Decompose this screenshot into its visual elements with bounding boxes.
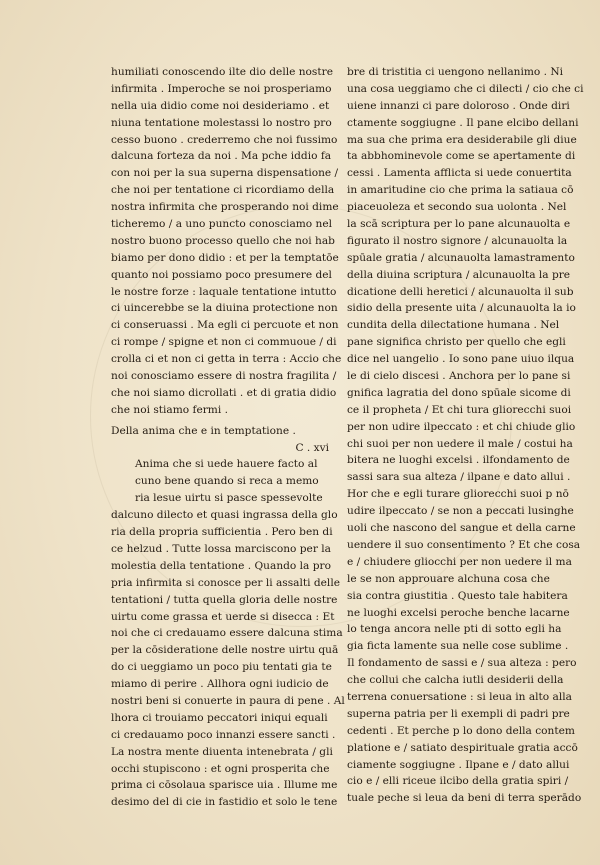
text-line: dalcuna forteza da noi . Ma pche iddio fa <box>111 150 332 163</box>
text-line: ctamente soggiugne . Il pane elcibo dellani <box>347 116 579 129</box>
text-line: chi suoi per non uedere il male / costui ha <box>347 437 573 450</box>
text-line: biamo per dono didio : et per la temptatōe <box>111 251 339 264</box>
text-line: miamo di perire . Allhora ogni iudicio de <box>111 678 329 691</box>
text-line: nella uia didio come noi desideriamo . et <box>111 99 330 112</box>
text-line: nostri beni si conuerte in paura di pene . Al <box>111 694 345 707</box>
text-line: ci credauamo poco innanzi essere sancti . <box>111 728 336 741</box>
text-line: noi conosciamo essere di nostra fragilita / <box>111 370 337 383</box>
text-line: superna patria per li exempli di padri pre <box>347 707 570 720</box>
text-line: tentationi / tutta quella gloria delle nostre <box>111 593 338 606</box>
left-paragraph-2 <box>111 456 345 811</box>
text-line: sassi sara sua alteza / ilpane e dato allui . <box>347 471 571 484</box>
text-line: occhi stupiscono : et ogni prosperita che <box>111 762 330 775</box>
text-line: Il fondamento de sassi e / sua alteza : pero <box>347 657 577 670</box>
text-line: pria infirmita si conosce per li assalti delle <box>111 576 340 589</box>
text-line: noi che ci credauamo essere dalcuna stima <box>111 627 343 640</box>
text-line: quanto noi possiamo poco presumere del <box>111 268 332 281</box>
right-text-column <box>347 64 584 807</box>
text-line: cuno bene quando si reca a memo <box>135 475 319 488</box>
text-line: cio e / elli riceue ilcibo della gratia spiri / <box>347 775 569 788</box>
text-line: figurato il nostro signore / alcunauolta la <box>347 234 568 247</box>
text-line: le di cielo discesi . Anchora per lo pane si <box>347 370 571 383</box>
text-line: ta abbhominevole come se apertamente di <box>347 150 576 163</box>
chapter-heading: Della anima che e in temptatione . <box>111 424 296 437</box>
text-line: e / chiudere gliocchi per non uedere il ma <box>347 555 572 568</box>
text-line: sia contra giustitia . Questo tale habitera <box>347 589 568 602</box>
text-line: che noi siamo dicrollati . et di gratia didio <box>111 386 337 399</box>
text-line: uirtu come grassa et uerde si disecca : Et <box>111 610 335 623</box>
text-line: platione e / satiato despirituale gratia accō <box>347 741 578 754</box>
text-line: una cosa ueggiamo che ci dilecti / cio che ci <box>347 82 584 95</box>
text-line: bre di tristitia ci uengono nellanimo . Ni <box>347 66 564 78</box>
text-line: che noi stiamo fermi . <box>111 403 228 416</box>
text-line: la scā scriptura per lo pane alcunauolta e <box>347 218 571 231</box>
text-line: della diuina scriptura / alcunauolta la pre <box>347 268 571 281</box>
text-line: infirmita . Imperoche se noi prosperiamo <box>111 82 332 95</box>
text-line: ci uincerebbe se la diuina protectione non <box>111 302 338 315</box>
text-line: terrena conuersatione : si leua in alto alla <box>347 690 572 703</box>
text-line: ce il propheta / Et chi tura gliorecchi suoi <box>347 403 572 416</box>
left-text-column <box>111 64 345 811</box>
text-line: che collui che calcha iutli desiderii della <box>347 674 564 687</box>
text-line: per la cōsideratione delle nostre uirtu quā <box>111 644 339 657</box>
chapter-number: C . xvi <box>295 441 329 454</box>
text-line: sidio della presente uita / alcunauolta la io <box>347 302 576 315</box>
text-line: prima ci cōsolaua sparisce uia . Illume me <box>111 779 338 792</box>
text-line: per non udire ilpeccato : et chi chiude glio <box>347 420 576 433</box>
text-line: le nostre forze : laquale tentatione intutto <box>111 285 337 298</box>
text-line: uoli che nascono del sangue et della carne <box>347 522 576 535</box>
left-paragraph-1 <box>111 64 342 419</box>
text-line: crolla ci et non ci getta in terra : Accio che <box>111 353 342 366</box>
text-line: pane significa christo per quello che egli <box>347 336 566 349</box>
text-line: tuale peche si leua da beni di terra sperādo <box>347 792 582 805</box>
text-line: La nostra mente diuenta intenebrata / gli <box>111 745 333 758</box>
text-line: cesso buono . crederremo che noi fussimo <box>111 133 338 146</box>
text-line: do ci ueggiamo un poco piu tentati gia te <box>111 661 332 674</box>
text-line: gnifica lagratia del dono spūale sicome di <box>347 386 571 399</box>
text-line: con noi per la sua superna dispensatione / <box>111 167 339 180</box>
text-line: dalcuno dilecto et quasi ingrassa della glo <box>111 509 338 522</box>
text-line: cedenti . Et perche p lo dono della contem <box>347 724 575 737</box>
text-line: uendere il suo consentimento ? Et che cosa <box>347 538 581 551</box>
text-line: ne luoghi excelsi peroche benche lacarne <box>347 606 570 619</box>
text-line: bitera ne luoghi excelsi . ilfondamento de <box>347 454 570 467</box>
text-line: spūale gratia / alcunauolta lamastramento <box>347 251 575 264</box>
text-line: ma sua che prima era desiderabile gli diue <box>347 133 577 146</box>
text-line: Anima che si uede hauere facto al <box>135 458 318 471</box>
text-line: dicatione delli heretici / alcunauolta il sub <box>347 285 574 298</box>
text-line: cessi . Lamenta afflicta si uede conuertita <box>347 167 572 180</box>
text-line: ria della propria sufficientia . Pero ben di <box>111 526 333 539</box>
text-line: niuna tentatione molestassi lo nostro pro <box>111 116 332 129</box>
text-line: ci rompe / spigne et non ci commuoue / di <box>111 336 337 349</box>
text-line: piaceuoleza et secondo sua uolonta . Nel <box>347 201 567 214</box>
right-paragraph <box>347 64 584 807</box>
text-line: le se non approuare alchuna cosa che <box>347 572 550 585</box>
text-line: ria lesue uirtu si pasce spessevolte <box>135 492 323 505</box>
text-line: lhora ci trouiamo peccatori iniqui equali <box>111 711 328 724</box>
text-line: humiliati conoscendo ilte dio delle nostre <box>111 66 333 78</box>
text-line: ciamente soggiugne . Ilpane e / dato allui <box>347 758 570 771</box>
text-line: molestia della tentatione . Quando la pro <box>111 559 331 572</box>
text-line: udire ilpeccato / se non a peccati lusinghe <box>347 505 574 518</box>
text-line: ci conseruassi . Ma egli ci percuote et non <box>111 319 339 332</box>
text-line: in amaritudine cio che prima la satiaua cō <box>347 184 574 197</box>
text-line: Hor che e egli turare gliorecchi suoi p nō <box>347 488 569 501</box>
text-line: desimo del di cie in fastidio et solo le tene <box>111 796 338 809</box>
text-line: lo tenga ancora nelle pti di sotto egli ha <box>347 623 562 636</box>
text-line: cundita della dilectatione humana . Nel <box>347 319 560 332</box>
text-line: nostra infirmita che prosperando noi dime <box>111 201 339 214</box>
text-line: ticheremo / a uno puncto conosciamo nel <box>111 218 333 231</box>
text-line: nostro buono processo quello che noi hab <box>111 234 335 247</box>
text-line: dice nel uangelio . Io sono pane uiuo ilqua <box>347 353 575 366</box>
text-line: gia ficta lamente sua nelle cose sublime . <box>347 640 569 653</box>
text-line: che noi per tentatione ci ricordiamo della <box>111 184 335 197</box>
text-line: ce helzud . Tutte lossa marciscono per la <box>111 542 331 555</box>
text-line: uiene innanzi ci pare doloroso . Onde diri <box>347 99 570 112</box>
